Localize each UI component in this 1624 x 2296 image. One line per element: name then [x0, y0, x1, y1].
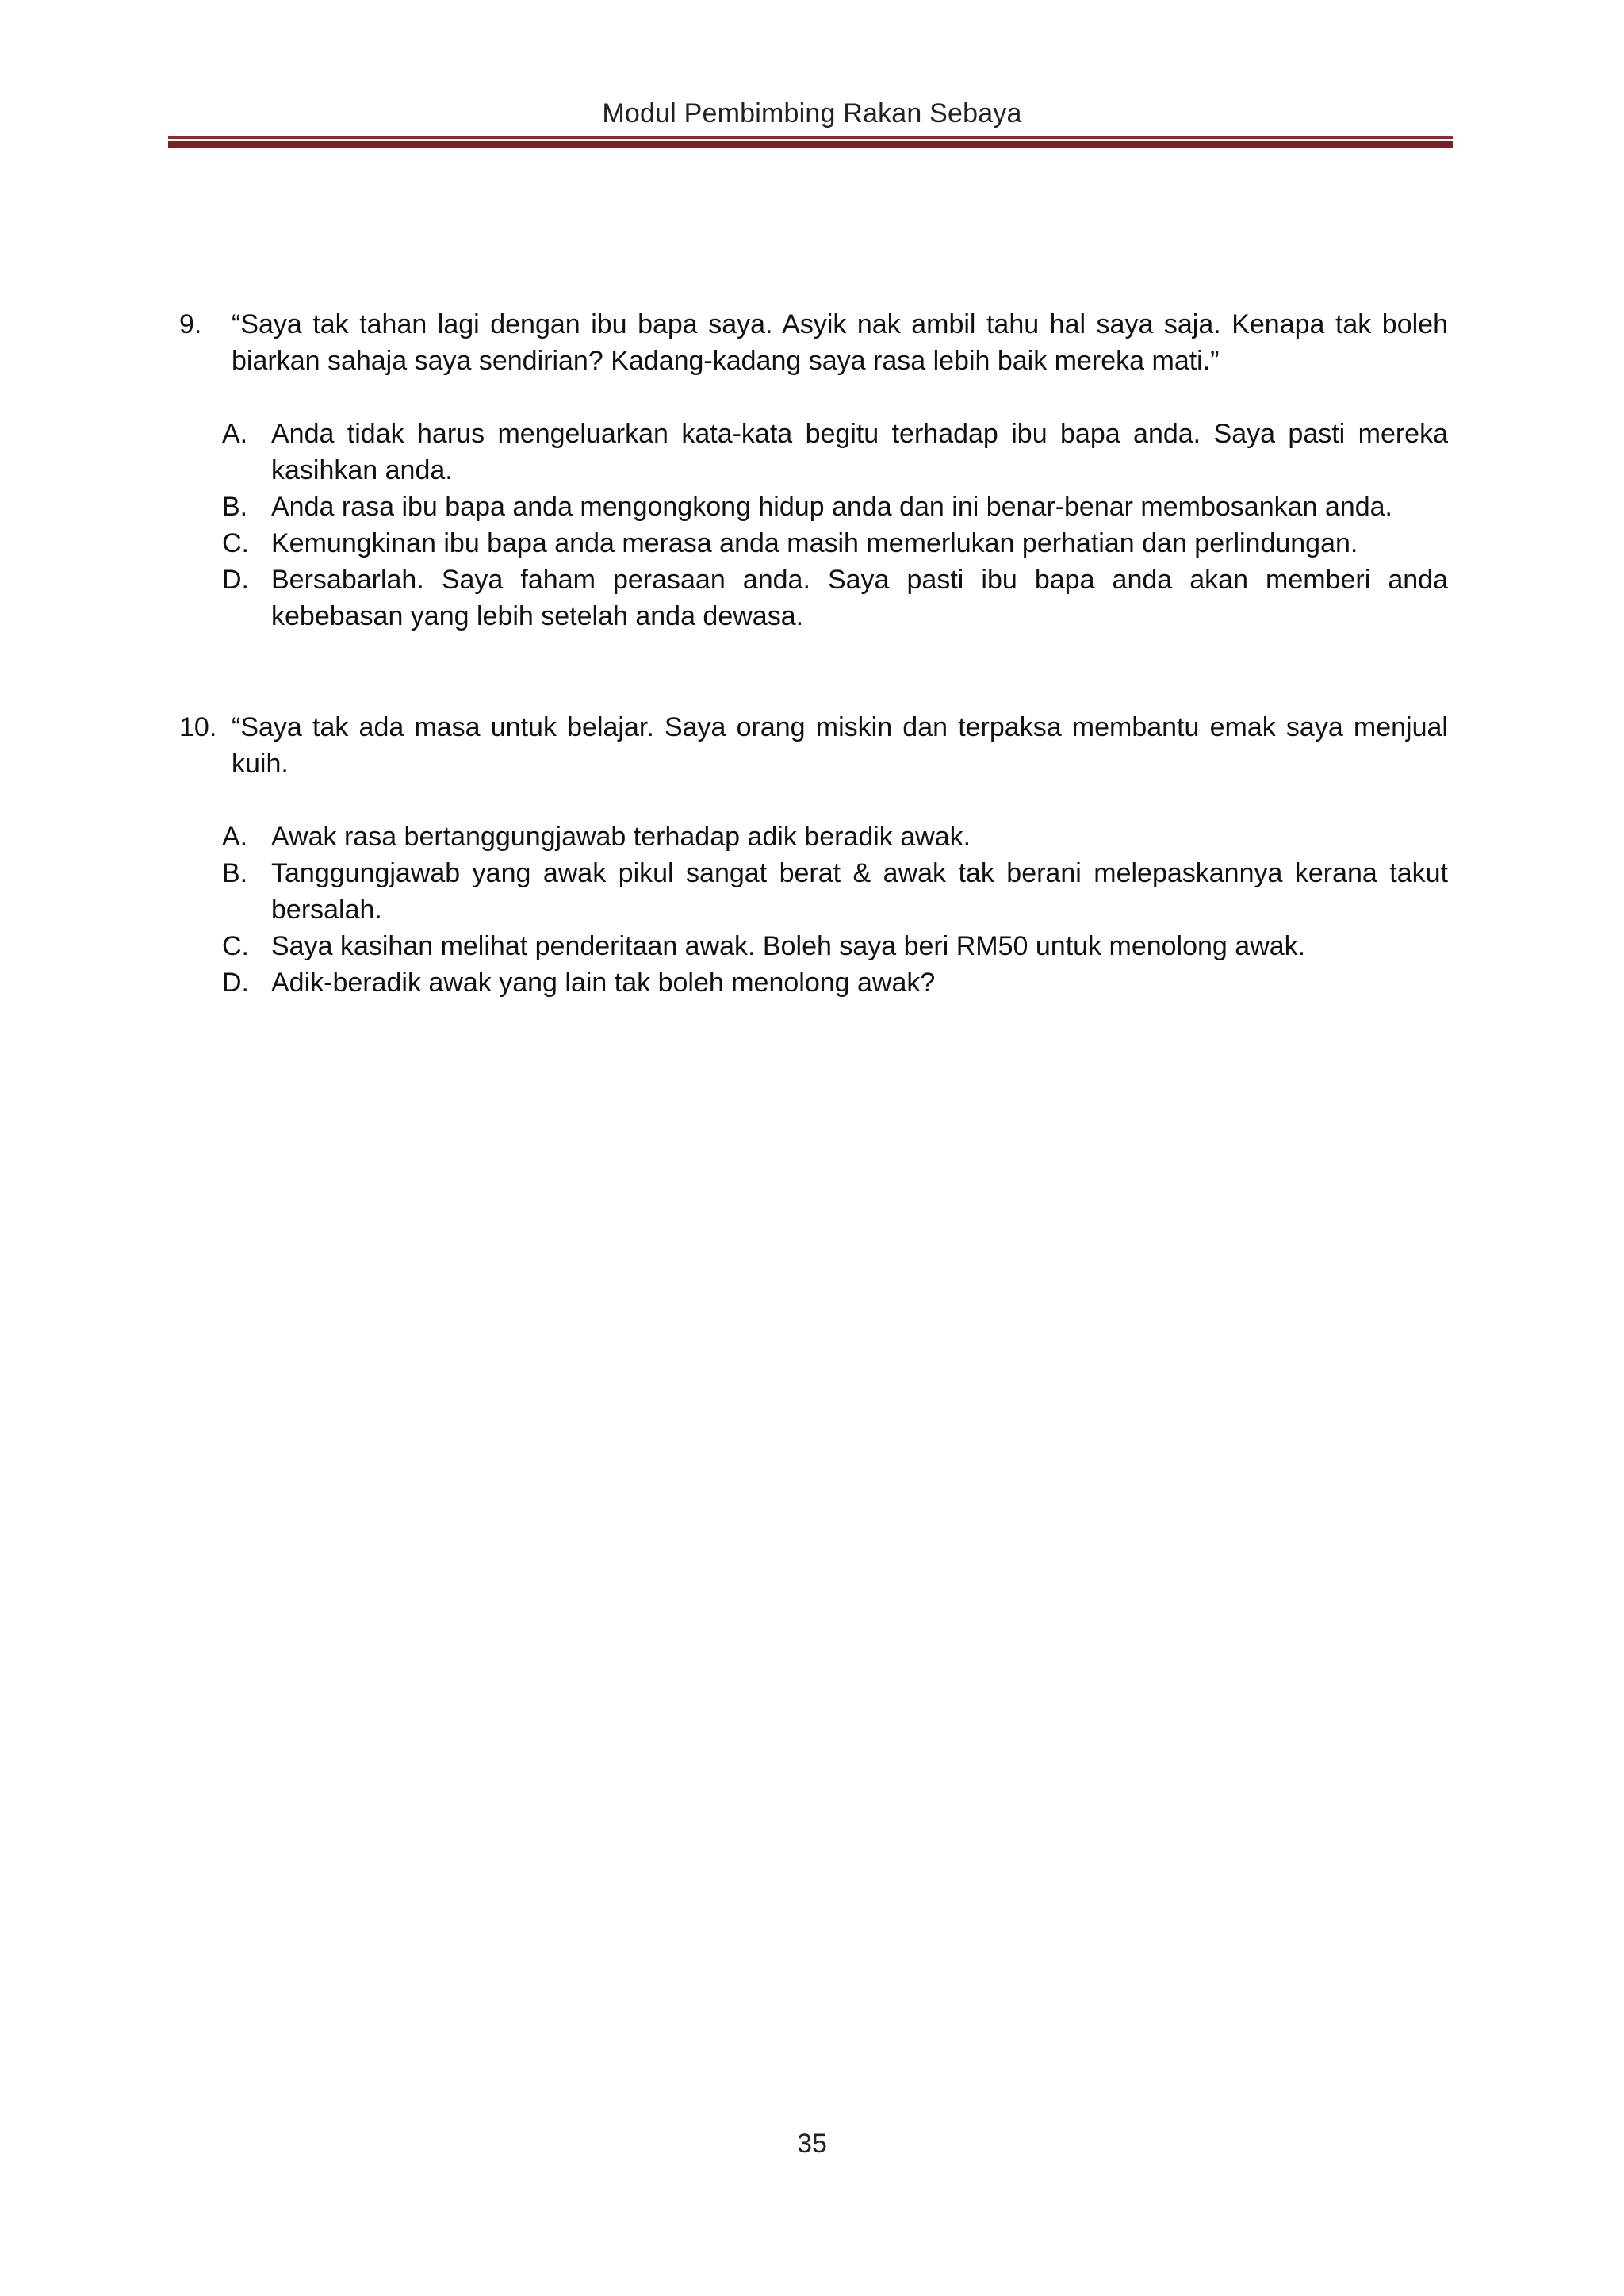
question-stem — [179, 709, 1448, 782]
header-title: Modul Pembimbing Rakan Sebaya — [602, 98, 1022, 128]
option-item — [222, 818, 1448, 855]
option-label: B. — [222, 858, 248, 888]
option-label: D. — [222, 565, 249, 595]
option-item — [222, 964, 1448, 1001]
option-item — [222, 928, 1448, 964]
option-text: Anda rasa ibu bapa anda mengongkong hidup anda dan ini benar-benar membosankan anda. — [271, 492, 1392, 522]
question-9 — [179, 306, 1448, 634]
question-text: “Saya tak ada masa untuk belajar. Saya orang miskin dan terpaksa membantu emak saya menjual kuih. — [232, 712, 1448, 779]
option-item — [222, 416, 1448, 489]
question-number: 10. — [179, 712, 217, 742]
option-text: Bersabarlah. Saya faham perasaan anda. Saya pasti ibu bapa anda akan memberi anda kebebasan yang lebih setelah anda dewasa. — [271, 565, 1448, 631]
option-label: C. — [222, 931, 249, 961]
option-text: Awak rasa bertanggungjawab terhadap adik beradik awak. — [271, 822, 971, 852]
question-10 — [179, 709, 1448, 1001]
option-label: A. — [222, 419, 248, 449]
option-label: A. — [222, 822, 248, 852]
option-text: Kemungkinan ibu bapa anda merasa anda masih memerlukan perhatian dan perlindungan. — [271, 528, 1358, 558]
option-text: Adik-beradik awak yang lain tak boleh menolong awak? — [271, 968, 936, 998]
option-text: Saya kasihan melihat penderitaan awak. Boleh saya beri RM50 untuk menolong awak. — [271, 931, 1306, 961]
option-text: Anda tidak harus mengeluarkan kata-kata begitu terhadap ibu bapa anda. Saya pasti mereka kasihkan anda. — [271, 419, 1448, 485]
question-stem — [179, 306, 1448, 379]
option-text: Tanggungjawab yang awak pikul sangat berat & awak tak berani melepaskannya kerana takut bersalah. — [271, 858, 1448, 925]
question-number: 9. — [179, 309, 202, 339]
option-item — [222, 562, 1448, 634]
option-item — [222, 489, 1448, 525]
option-item — [222, 855, 1448, 928]
header-rule-thin — [168, 136, 1453, 139]
option-label: C. — [222, 528, 249, 558]
header-rule-thick — [168, 141, 1453, 148]
option-item — [222, 525, 1448, 562]
option-list — [179, 416, 1448, 634]
option-label: B. — [222, 492, 248, 522]
page-number: 35 — [797, 2129, 827, 2159]
option-label: D. — [222, 968, 249, 998]
question-text: “Saya tak tahan lagi dengan ibu bapa saya. Asyik nak ambil tahu hal saya saja. Kenapa tak boleh biarkan sahaja saya sendirian? Kadang-kadang saya rasa lebih baik mereka mati.” — [232, 309, 1448, 376]
option-list — [179, 818, 1448, 1001]
